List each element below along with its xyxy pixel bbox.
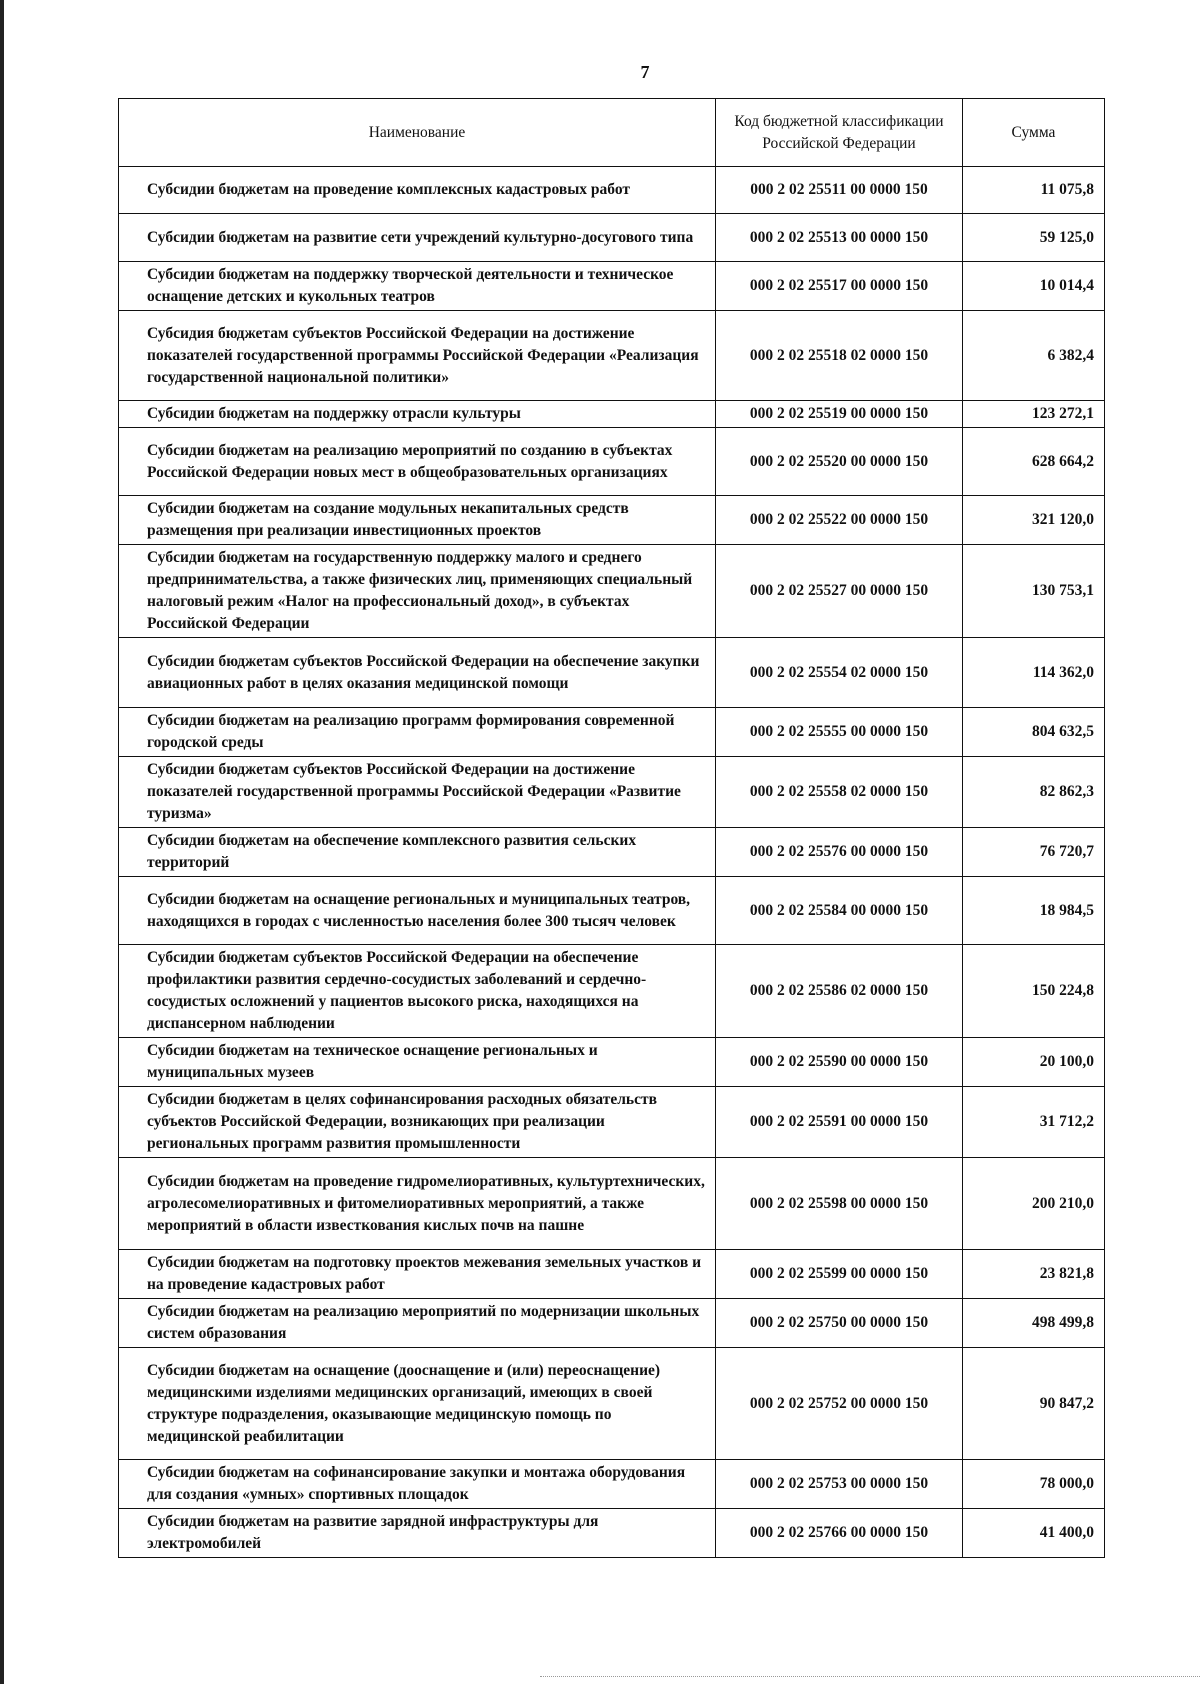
row-sum: 78 000,0: [963, 1460, 1105, 1509]
row-sum: 123 272,1: [963, 401, 1105, 428]
table-header-row: [119, 99, 1105, 167]
page-number: 7: [640, 62, 650, 82]
row-sum: 130 753,1: [963, 545, 1105, 638]
row-name: Субсидии бюджетам на оснащение региональных и муниципальных театров, находящихся в городах с численностью населения более 300 тысяч человек: [119, 877, 716, 945]
row-name: Субсидии бюджетам субъектов Российской Федерации на обеспечение профилактики развития сердечно-сосудистых заболеваний и сердечно-сосудистых осложнений у пациентов высокого риска, находящихся на диспансерном наблюдении: [119, 945, 716, 1038]
row-code: 000 2 02 25511 00 0000 150: [716, 167, 963, 214]
row-code: 000 2 02 25517 00 0000 150: [716, 262, 963, 311]
row-code: 000 2 02 25555 00 0000 150: [716, 708, 963, 757]
page-left-edge: [0, 0, 4, 1684]
table-row: [119, 545, 1105, 638]
table-row: [119, 262, 1105, 311]
table-row: [119, 1038, 1105, 1087]
table-row: [119, 1158, 1105, 1250]
table-row: [119, 638, 1105, 708]
row-sum: 498 499,8: [963, 1299, 1105, 1348]
row-sum: 114 362,0: [963, 638, 1105, 708]
table-row: [119, 828, 1105, 877]
row-name: Субсидии бюджетам субъектов Российской Федерации на обеспечение закупки авиационных работ в целях оказания медицинской помощи: [119, 638, 716, 708]
table-row: [119, 401, 1105, 428]
budget-table-container: [118, 98, 1104, 1552]
row-name: Субсидии бюджетам на софинансирование закупки и монтажа оборудования для создания «умных» спортивных площадок: [119, 1460, 716, 1509]
table-row: [119, 1509, 1105, 1558]
row-sum: 90 847,2: [963, 1348, 1105, 1460]
row-name: Субсидии бюджетам на поддержку отрасли культуры: [119, 401, 716, 428]
row-code: 000 2 02 25766 00 0000 150: [716, 1509, 963, 1558]
row-sum: 200 210,0: [963, 1158, 1105, 1250]
row-name: Субсидии бюджетам на развитие зарядной инфраструктуры для электромобилей: [119, 1509, 716, 1558]
table-row: [119, 167, 1105, 214]
row-name: Субсидии бюджетам на оснащение (дооснащение и (или) переоснащение) медицинскими изделиями медицинских организаций, имеющих в своей структуре подразделения, оказывающие медицинскую помощь по медицинской реабилитации: [119, 1348, 716, 1460]
table-row: [119, 1087, 1105, 1158]
header-name: Наименование: [119, 99, 716, 167]
row-name: Субсидия бюджетам субъектов Российской Федерации на достижение показателей государственной программы Российской Федерации «Реализация государственной национальной политики»: [119, 311, 716, 401]
row-code: 000 2 02 25527 00 0000 150: [716, 545, 963, 638]
row-sum: 20 100,0: [963, 1038, 1105, 1087]
row-name: Субсидии бюджетам на подготовку проектов межевания земельных участков и на проведение кадастровых работ: [119, 1250, 716, 1299]
row-sum: 804 632,5: [963, 708, 1105, 757]
header-sum: Сумма: [963, 99, 1105, 167]
row-sum: 23 821,8: [963, 1250, 1105, 1299]
row-code: 000 2 02 25586 02 0000 150: [716, 945, 963, 1038]
row-code: 000 2 02 25590 00 0000 150: [716, 1038, 963, 1087]
row-code: 000 2 02 25598 00 0000 150: [716, 1158, 963, 1250]
row-name: Субсидии бюджетам на поддержку творческой деятельности и техническое оснащение детских и кукольных театров: [119, 262, 716, 311]
row-name: Субсидии бюджетам на реализацию мероприятий по модернизации школьных систем образования: [119, 1299, 716, 1348]
row-sum: 11 075,8: [963, 167, 1105, 214]
row-name: Субсидии бюджетам на реализацию программ формирования современной городской среды: [119, 708, 716, 757]
row-sum: 82 862,3: [963, 757, 1105, 828]
table-row: [119, 877, 1105, 945]
row-code: 000 2 02 25554 02 0000 150: [716, 638, 963, 708]
row-code: 000 2 02 25522 00 0000 150: [716, 496, 963, 545]
row-sum: 18 984,5: [963, 877, 1105, 945]
row-name: Субсидии бюджетам на обеспечение комплексного развития сельских территорий: [119, 828, 716, 877]
table-row: [119, 428, 1105, 496]
row-code: 000 2 02 25752 00 0000 150: [716, 1348, 963, 1460]
row-sum: 150 224,8: [963, 945, 1105, 1038]
row-code: 000 2 02 25513 00 0000 150: [716, 214, 963, 262]
row-name: Субсидии бюджетам на государственную поддержку малого и среднего предпринимательства, а также физических лиц, применяющих специальный налоговый режим «Налог на профессиональный доход», в субъектах Российской Федерации: [119, 545, 716, 638]
row-name: Субсидии бюджетам на проведение гидромелиоративных, культуртехнических, агролесомелиоративных и фитомелиоративных мероприятий, а также мероприятий в области известкования кислых почв на пашне: [119, 1158, 716, 1250]
table-row: [119, 757, 1105, 828]
row-sum: 6 382,4: [963, 311, 1105, 401]
row-code: 000 2 02 25753 00 0000 150: [716, 1460, 963, 1509]
row-code: 000 2 02 25599 00 0000 150: [716, 1250, 963, 1299]
bottom-divider: [540, 1676, 1200, 1677]
row-code: 000 2 02 25750 00 0000 150: [716, 1299, 963, 1348]
table-row: [119, 945, 1105, 1038]
row-sum: 41 400,0: [963, 1509, 1105, 1558]
row-sum: 10 014,4: [963, 262, 1105, 311]
row-code: 000 2 02 25518 02 0000 150: [716, 311, 963, 401]
row-sum: 76 720,7: [963, 828, 1105, 877]
header-code: Код бюджетной классификации Российской Федерации: [716, 99, 963, 167]
row-sum: 31 712,2: [963, 1087, 1105, 1158]
row-name: Субсидии бюджетам на развитие сети учреждений культурно-досугового типа: [119, 214, 716, 262]
table-row: [119, 311, 1105, 401]
table-row: [119, 214, 1105, 262]
row-name: Субсидии бюджетам на проведение комплексных кадастровых работ: [119, 167, 716, 214]
row-code: 000 2 02 25558 02 0000 150: [716, 757, 963, 828]
row-code: 000 2 02 25584 00 0000 150: [716, 877, 963, 945]
row-sum: 321 120,0: [963, 496, 1105, 545]
row-sum: 59 125,0: [963, 214, 1105, 262]
row-sum: 628 664,2: [963, 428, 1105, 496]
table-row: [119, 496, 1105, 545]
table-row: [119, 1250, 1105, 1299]
row-code: 000 2 02 25591 00 0000 150: [716, 1087, 963, 1158]
row-name: Субсидии бюджетам на реализацию мероприятий по созданию в субъектах Российской Федерации новых мест в общеобразовательных организациях: [119, 428, 716, 496]
row-name: Субсидии бюджетам на техническое оснащение региональных и муниципальных музеев: [119, 1038, 716, 1087]
table-row: [119, 1460, 1105, 1509]
table-row: [119, 708, 1105, 757]
table-row: [119, 1299, 1105, 1348]
row-name: Субсидии бюджетам на создание модульных некапитальных средств размещения при реализации инвестиционных проектов: [119, 496, 716, 545]
row-code: 000 2 02 25520 00 0000 150: [716, 428, 963, 496]
budget-table: [118, 98, 1105, 1558]
row-code: 000 2 02 25576 00 0000 150: [716, 828, 963, 877]
row-name: Субсидии бюджетам субъектов Российской Федерации на достижение показателей государственной программы Российской Федерации «Развитие туризма»: [119, 757, 716, 828]
table-row: [119, 1348, 1105, 1460]
row-name: Субсидии бюджетам в целях софинансирования расходных обязательств субъектов Российской Федерации, возникающих при реализации региональных программ развития промышленности: [119, 1087, 716, 1158]
row-code: 000 2 02 25519 00 0000 150: [716, 401, 963, 428]
